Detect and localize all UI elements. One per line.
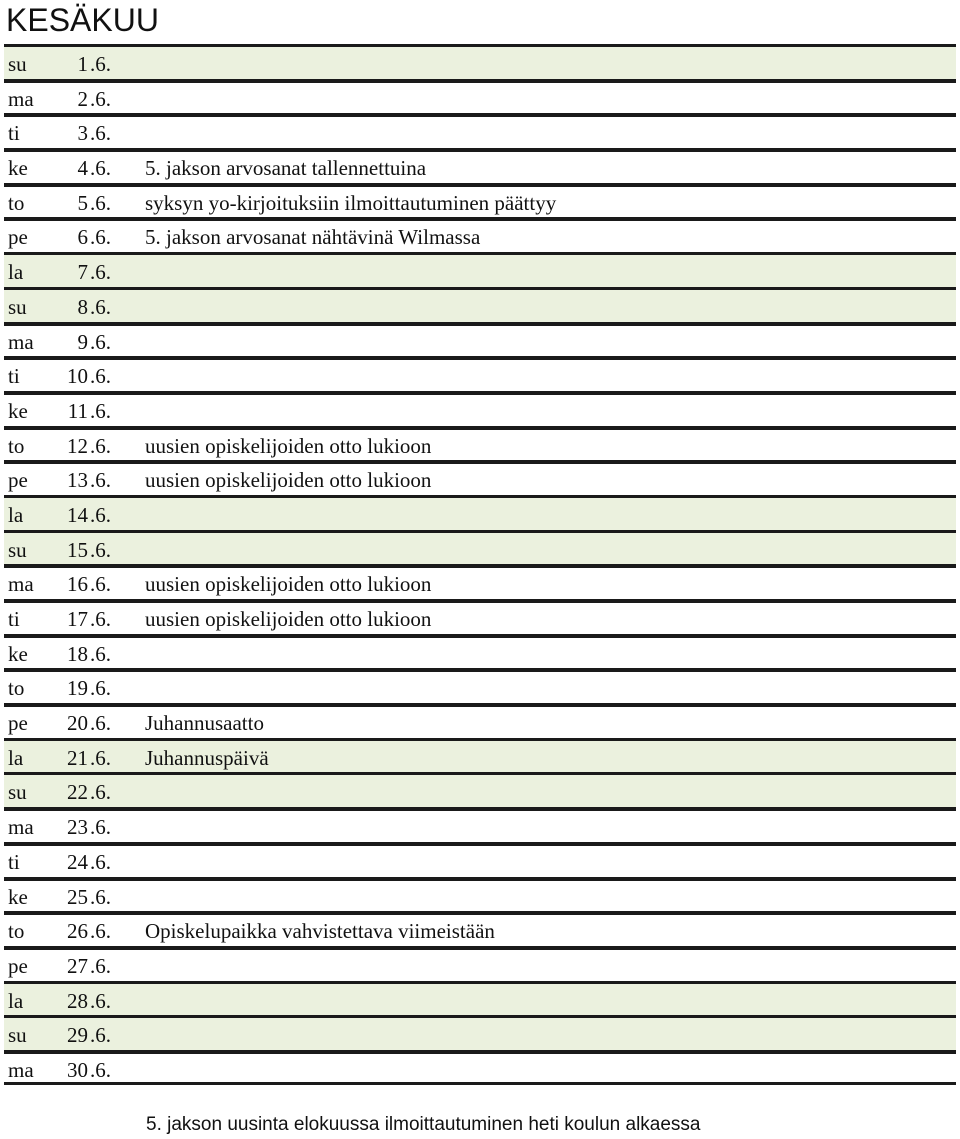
- weekday-cell: su: [8, 1023, 27, 1048]
- day-number-cell: 20: [67, 711, 88, 736]
- calendar-row: [4, 668, 956, 703]
- month-cell: .6.: [90, 537, 111, 562]
- weekday-cell: pe: [8, 225, 28, 250]
- weekday-cell: to: [8, 190, 25, 215]
- day-number-cell: 1: [77, 52, 88, 76]
- event-cell: Juhannusaatto: [145, 711, 264, 736]
- weekday-cell: to: [8, 919, 25, 944]
- month-cell: .6.: [90, 225, 111, 250]
- weekday-cell: su: [8, 52, 27, 76]
- month-cell: .6.: [90, 433, 111, 458]
- day-number-cell: 13: [67, 468, 88, 493]
- month-cell: .6.: [90, 641, 111, 666]
- day-number-cell: 27: [67, 953, 88, 978]
- month-cell: .6.: [90, 398, 111, 423]
- month-cell: .6.: [90, 745, 111, 770]
- calendar-row: [4, 530, 956, 565]
- event-cell: Opiskelupaikka vahvistettava viimeistään: [145, 919, 495, 944]
- day-number-cell: 23: [67, 815, 88, 840]
- day-number-cell: 11: [67, 398, 88, 423]
- weekday-cell: pe: [8, 711, 28, 736]
- day-number-cell: 25: [67, 884, 88, 909]
- day-number-cell: 2: [77, 86, 88, 111]
- calendar-row: [4, 287, 956, 322]
- weekday-cell: ti: [8, 121, 20, 146]
- event-cell: uusien opiskelijoiden otto lukioon: [145, 572, 432, 597]
- weekday-cell: pe: [8, 953, 28, 978]
- weekday-cell: pe: [8, 468, 28, 493]
- month-cell: .6.: [90, 849, 111, 874]
- weekday-cell: to: [8, 433, 25, 458]
- month-cell: .6.: [90, 572, 111, 597]
- month-cell: .6.: [90, 607, 111, 631]
- day-number-cell: 17: [67, 607, 88, 631]
- month-cell: .6.: [90, 815, 111, 840]
- calendar-row: [4, 79, 956, 114]
- day-number-cell: 6: [77, 225, 88, 250]
- day-number-cell: 3: [77, 121, 88, 146]
- weekday-cell: la: [8, 745, 24, 770]
- weekday-cell: ke: [8, 156, 28, 181]
- day-number-cell: 18: [67, 641, 88, 666]
- weekday-cell: ma: [8, 86, 34, 111]
- day-number-cell: 28: [67, 988, 88, 1013]
- day-number-cell: 30: [67, 1057, 88, 1082]
- weekday-cell: la: [8, 502, 24, 527]
- month-cell: .6.: [90, 468, 111, 493]
- calendar-row: [4, 217, 956, 252]
- day-number-cell: 29: [67, 1023, 88, 1048]
- calendar-row: [4, 807, 956, 842]
- calendar-row: [4, 148, 956, 183]
- day-number-cell: 26: [67, 919, 88, 944]
- weekday-cell: to: [8, 676, 25, 701]
- month-cell: .6.: [90, 884, 111, 909]
- day-number-cell: 24: [67, 849, 88, 874]
- month-cell: .6.: [90, 86, 111, 111]
- month-cell: .6.: [90, 988, 111, 1013]
- weekday-cell: su: [8, 294, 27, 319]
- weekday-cell: ke: [8, 398, 28, 423]
- event-cell: Juhannuspäivä: [145, 745, 269, 770]
- month-cell: .6.: [90, 364, 111, 389]
- month-cell: .6.: [90, 711, 111, 736]
- calendar-row: [4, 772, 956, 807]
- calendar-row: [4, 252, 956, 287]
- weekday-cell: ti: [8, 607, 20, 631]
- month-cell: .6.: [90, 676, 111, 701]
- day-number-cell: 7: [77, 260, 88, 285]
- calendar-row: [4, 564, 956, 599]
- month-cell: .6.: [90, 953, 111, 978]
- event-cell: syksyn yo-kirjoituksiin ilmoittautuminen päättyy: [145, 190, 557, 215]
- calendar-row: [4, 703, 956, 738]
- calendar-table: [4, 44, 956, 1085]
- event-cell: 5. jakson arvosanat nähtävinä Wilmassa: [145, 225, 481, 250]
- month-cell: .6.: [90, 260, 111, 285]
- day-number-cell: 10: [67, 364, 88, 389]
- event-cell: uusien opiskelijoiden otto lukioon: [145, 433, 432, 458]
- calendar-row: [4, 599, 956, 634]
- weekday-cell: ma: [8, 329, 34, 354]
- page-title: KESÄKUU: [6, 2, 159, 38]
- calendar-row: [4, 1050, 956, 1085]
- calendar-row: [4, 391, 956, 426]
- calendar-row: [4, 981, 956, 1016]
- day-number-cell: 5: [77, 190, 88, 215]
- weekday-cell: su: [8, 537, 27, 562]
- calendar-row: [4, 911, 956, 946]
- calendar-row: [4, 1015, 956, 1050]
- calendar-row: [4, 44, 956, 79]
- weekday-cell: ma: [8, 1057, 34, 1082]
- month-cell: .6.: [90, 329, 111, 354]
- weekday-cell: ti: [8, 364, 20, 389]
- weekday-cell: ke: [8, 884, 28, 909]
- weekday-cell: ma: [8, 572, 34, 597]
- event-cell: uusien opiskelijoiden otto lukioon: [145, 468, 432, 493]
- event-cell: uusien opiskelijoiden otto lukioon: [145, 607, 432, 631]
- calendar-row: [4, 183, 956, 218]
- month-cell: .6.: [90, 780, 111, 805]
- event-cell: 5. jakson arvosanat tallennettuina: [145, 156, 427, 181]
- day-number-cell: 9: [77, 329, 88, 354]
- day-number-cell: 22: [67, 780, 88, 805]
- calendar-row: [4, 877, 956, 912]
- weekday-cell: la: [8, 988, 24, 1013]
- weekday-cell: su: [8, 780, 27, 805]
- calendar-row: [4, 356, 956, 391]
- calendar-row: [4, 946, 956, 981]
- calendar-row: [4, 460, 956, 495]
- month-cell: .6.: [90, 1057, 111, 1082]
- weekday-cell: ti: [8, 849, 20, 874]
- month-cell: .6.: [90, 919, 111, 944]
- month-cell: .6.: [90, 190, 111, 215]
- day-number-cell: 15: [67, 537, 88, 562]
- day-number-cell: 14: [67, 502, 88, 527]
- weekday-cell: ma: [8, 815, 34, 840]
- month-cell: .6.: [90, 1023, 111, 1048]
- day-number-cell: 4: [77, 156, 88, 181]
- month-cell: .6.: [90, 294, 111, 319]
- month-cell: .6.: [90, 502, 111, 527]
- month-cell: .6.: [90, 121, 111, 146]
- day-number-cell: 19: [67, 676, 88, 701]
- month-cell: .6.: [90, 156, 111, 181]
- day-number-cell: 12: [67, 433, 88, 458]
- calendar-row: [4, 738, 956, 773]
- weekday-cell: ke: [8, 641, 28, 666]
- calendar-row: [4, 426, 956, 461]
- calendar-row: [4, 495, 956, 530]
- month-cell: .6.: [90, 52, 111, 76]
- day-number-cell: 8: [77, 294, 88, 319]
- calendar-row: [4, 113, 956, 148]
- day-number-cell: 21: [67, 745, 88, 770]
- calendar-row: [4, 634, 956, 669]
- day-number-cell: 16: [67, 572, 88, 597]
- footer-note: 5. jakson uusinta elokuussa ilmoittautuminen heti koulun alkaessa: [146, 1114, 701, 1135]
- calendar-row: [4, 842, 956, 877]
- weekday-cell: la: [8, 260, 24, 285]
- calendar-row: [4, 322, 956, 357]
